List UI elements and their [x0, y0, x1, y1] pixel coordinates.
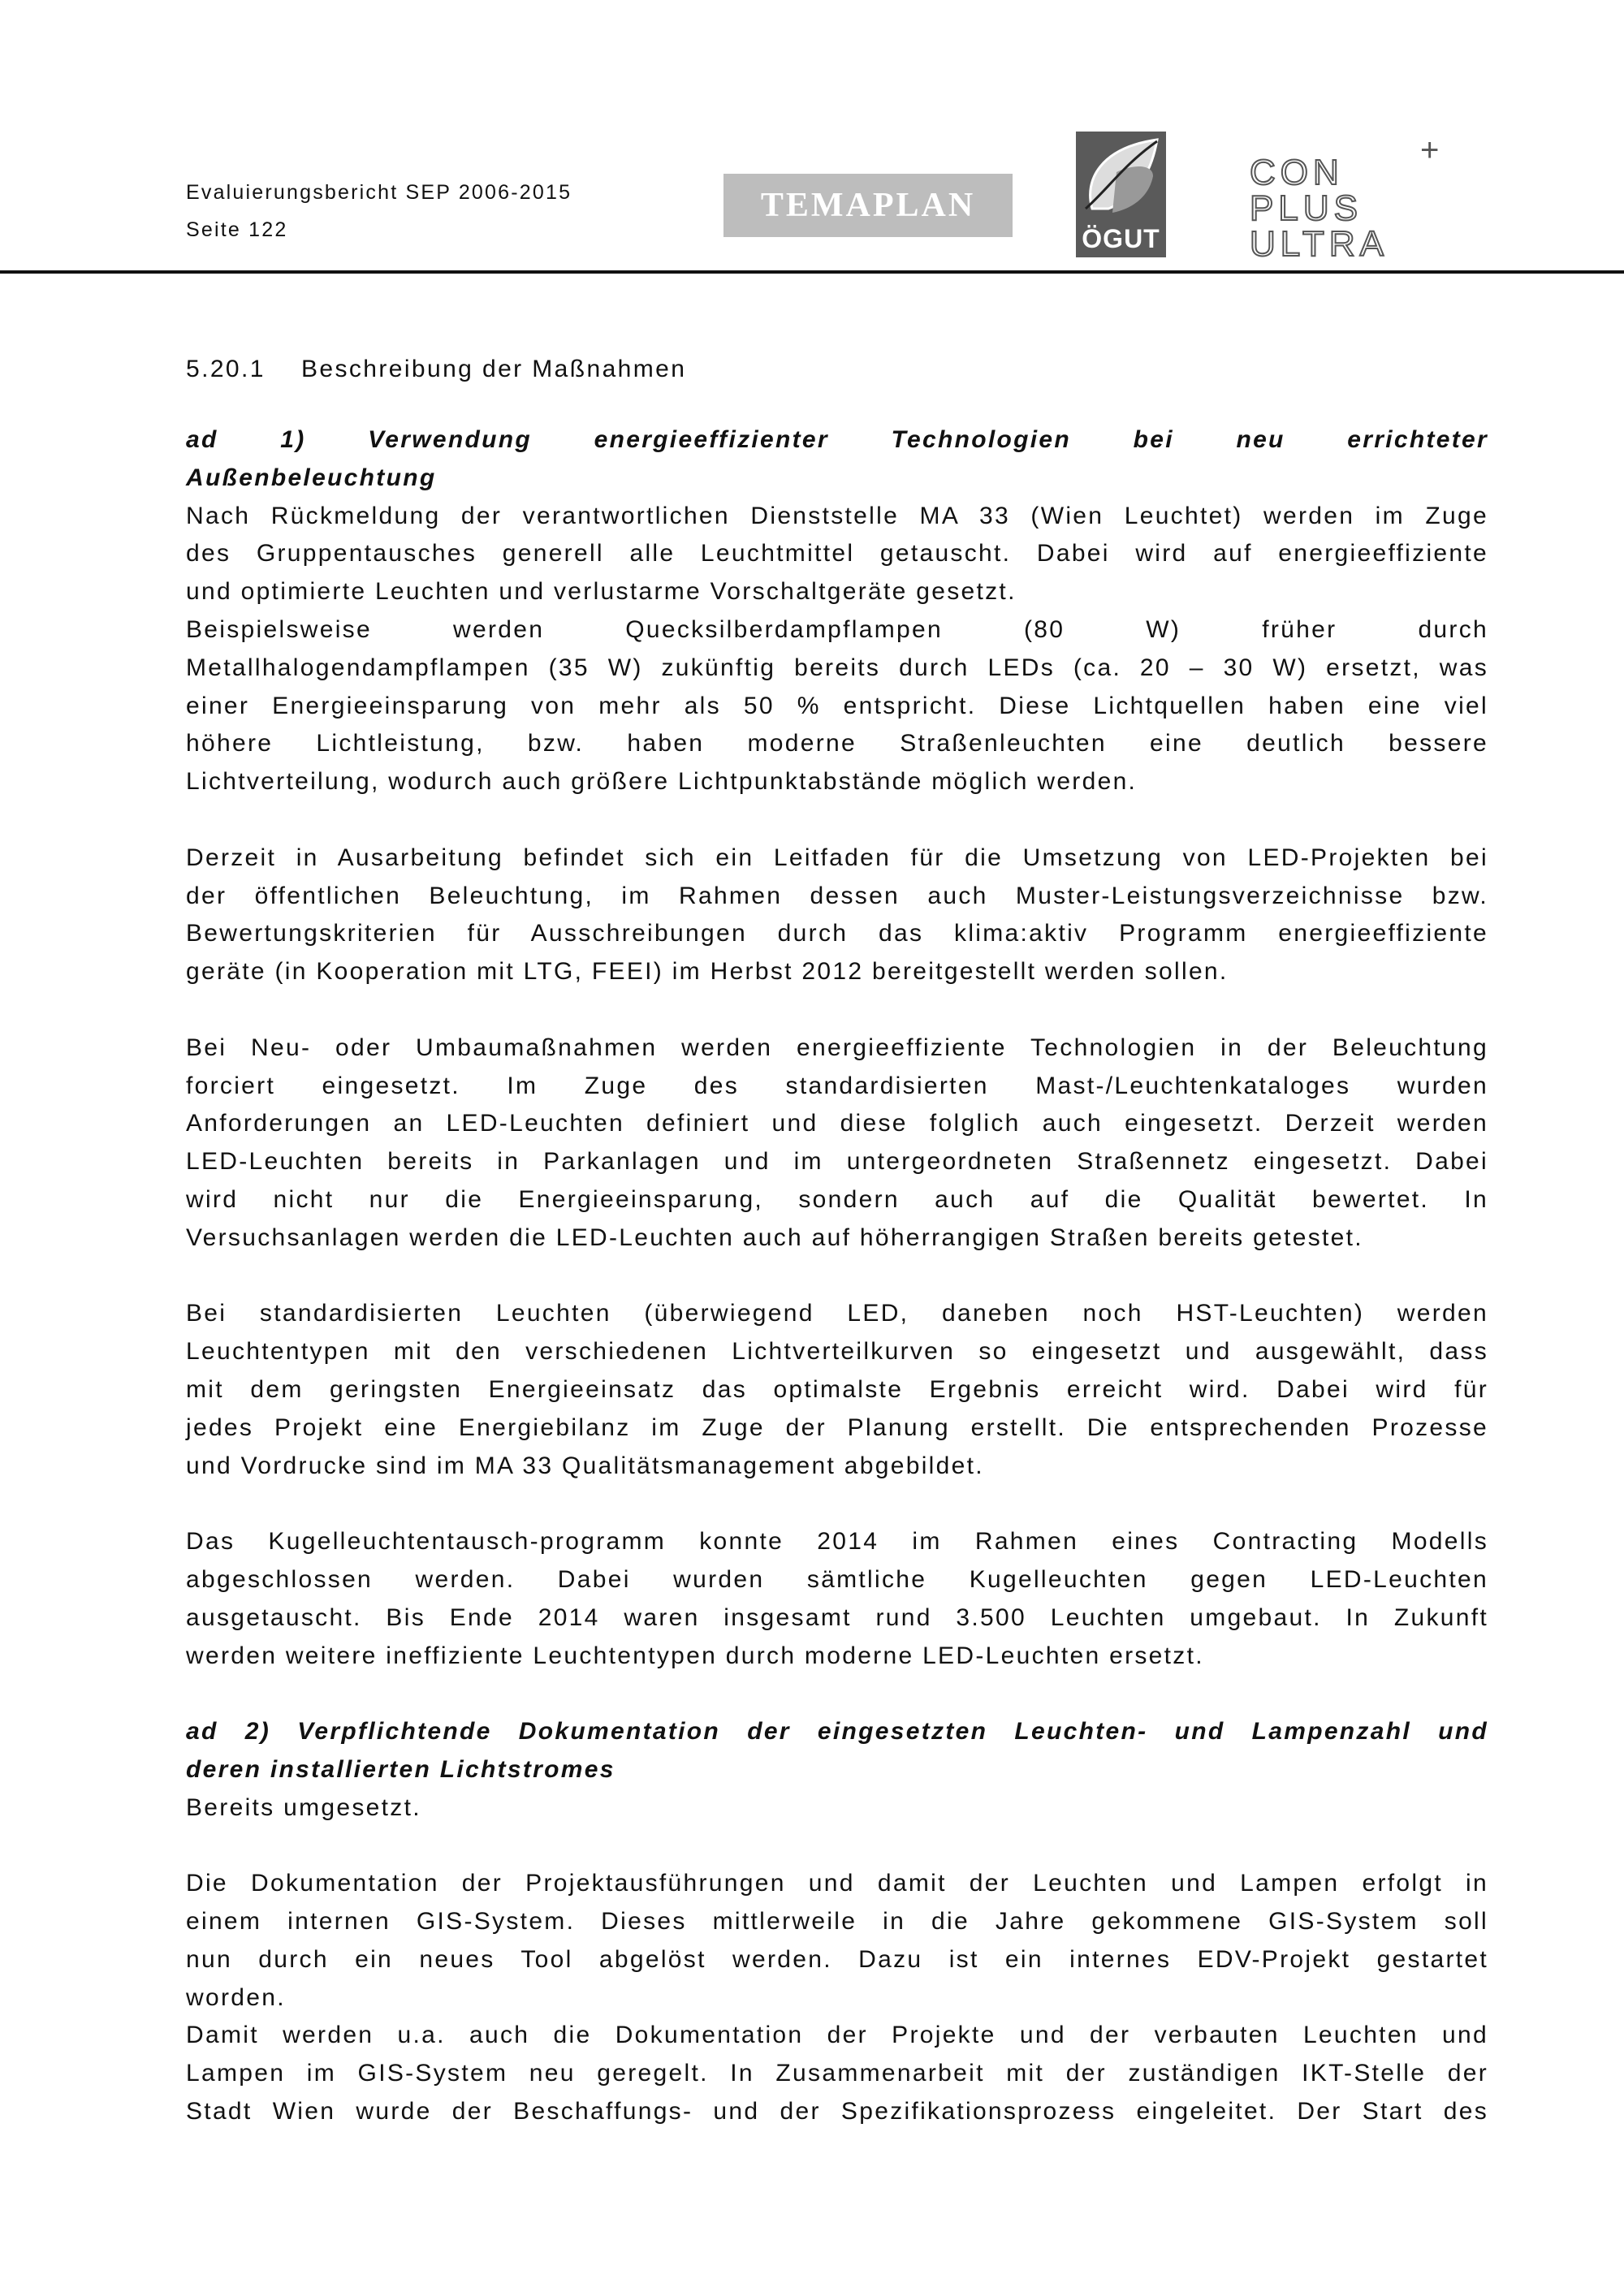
text-line: der öffentlichen Beleuchtung, im Rahmen dessen auch Muster-Leistungsverzeichnisse bzw.	[186, 882, 1488, 909]
text-line: nun durch ein neues Tool abgelöst werden. Dazu ist ein internes EDV-Projekt gestartet	[186, 1945, 1488, 1973]
paragraph	[186, 839, 1488, 991]
text-line: Bei standardisierten Leuchten (überwiegend LED, daneben noch HST-Leuchten) werden	[186, 1300, 1488, 1327]
paragraph-spacer	[186, 801, 1488, 839]
con-plus-ultra-logo	[1250, 132, 1453, 264]
text-line: Lampen im GIS-System neu geregelt. In Zusammenarbeit mit der zuständigen IKT-Stelle der	[186, 2060, 1488, 2087]
subheading	[186, 1713, 1488, 1789]
text-line: ausgetauscht. Bis Ende 2014 waren insgesamt rund 3.500 Leuchten umgebaut. In Zukunft	[186, 1603, 1488, 1631]
paragraph	[186, 611, 1488, 801]
text-line: worden.	[186, 1983, 286, 2011]
logo-text-ultra: ULTRA	[1250, 224, 1389, 264]
text-line: Lichtverteilung, wodurch auch größere Lichtpunktabstände möglich werden.	[186, 768, 1138, 796]
text-line: des Gruppentausches generell alle Leuchtmittel getauscht. Dabei wird auf energieeffiziente	[186, 540, 1488, 568]
temaplan-logo-text: TEMAPLAN	[760, 187, 976, 224]
text-line: Bei Neu- oder Umbaumaßnahmen werden energieeffiziente Technologien in der Beleuchtung	[186, 1034, 1488, 1061]
text-line: Nach Rückmeldung der verantwortlichen Dienststelle MA 33 (Wien Leuchtet) werden im Zuge	[186, 502, 1488, 529]
leaf-icon	[1076, 132, 1166, 221]
oegut-logo-text: ÖGUT	[1082, 224, 1160, 253]
paragraph-spacer	[186, 991, 1488, 1029]
paragraph	[186, 1523, 1488, 1675]
text-line: Stadt Wien wurde der Beschaffungs- und der Spezifikationsprozess eingeleitet. Der Start des	[186, 2098, 1488, 2126]
section-number: 5.20.1	[186, 356, 266, 382]
text-line: Die Dokumentation der Projektausführungen und damit der Leuchten und Lampen erfolgt in	[186, 1870, 1488, 1897]
text-line: geräte (in Kooperation mit LTG, FEEI) im Herbst 2012 bereitgestellt werden sollen.	[186, 958, 1229, 986]
text-line: deren installierten Lichtstromes	[186, 1755, 615, 1783]
paragraph	[186, 1865, 1488, 2017]
page-number: Seite 122	[186, 218, 288, 241]
paragraph	[186, 2017, 1488, 2130]
text-line: und Vordrucke sind im MA 33 Qualitätsmanagement abgebildet.	[186, 1452, 984, 1479]
text-line: Damit werden u.a. auch die Dokumentation der Projekte und der verbauten Leuchten und	[186, 2022, 1488, 2049]
paragraph-spacer	[186, 1258, 1488, 1296]
text-line: Derzeit in Ausarbeitung befindet sich ein Leitfaden für die Umsetzung von LED-Projekten bei	[186, 844, 1488, 871]
text-line: Beispielsweise werden Quecksilberdampflampen (80 W) früher durch	[186, 615, 1488, 643]
text-line: forciert eingesetzt. Im Zuge des standardisierten Mast-/Leuchtenkataloges wurden	[186, 1072, 1488, 1099]
text-line: einer Energieeinsparung von mehr als 50 % entspricht. Diese Lichtquellen haben eine viel	[186, 692, 1488, 719]
report-title: Evaluierungsbericht SEP 2006-2015	[186, 181, 572, 204]
paragraph	[186, 1029, 1488, 1258]
text-line: abgeschlossen werden. Dabei wurden sämtliche Kugelleuchten gegen LED-Leuchten	[186, 1565, 1488, 1593]
text-line: mit dem geringsten Energieeinsatz das optimalste Ergebnis erreicht wird. Dabei wird für	[186, 1375, 1488, 1403]
text-line: Metallhalogendampflampen (35 W) zukünftig bereits durch LEDs (ca. 20 – 30 W) ersetzt, was	[186, 654, 1488, 681]
text-line: LED-Leuchten bereits in Parkanlagen und im untergeordneten Straßennetz eingesetzt. Dabei	[186, 1148, 1488, 1176]
text-line: einem internen GIS-System. Dieses mittlerweile in die Jahre gekommene GIS-System soll	[186, 1908, 1488, 1936]
paragraph	[186, 1789, 1488, 1828]
paragraph-spacer	[186, 1485, 1488, 1523]
paragraph	[186, 1295, 1488, 1485]
text-line: Versuchsanlagen werden die LED-Leuchten auch auf höherrangigen Straßen bereits getestet.	[186, 1224, 1363, 1251]
text-line: Bereits umgesetzt.	[186, 1793, 421, 1821]
text-line: Bewertungskriterien für Ausschreibungen durch das klima:aktiv Programm energieeffiziente	[186, 920, 1488, 947]
paragraph-spacer	[186, 1675, 1488, 1713]
paragraph	[186, 498, 1488, 611]
text-line: höhere Lichtleistung, bzw. haben moderne Straßenleuchten eine deutlich bessere	[186, 730, 1488, 757]
logo-text-plus: PLUS	[1250, 188, 1363, 228]
text-line: und optimierte Leuchten und verlustarme Vorschaltgeräte gesetzt.	[186, 578, 1017, 606]
oegut-logo	[1076, 132, 1166, 257]
text-line: Das Kugelleuchtentausch-programm konnte 2014 im Rahmen eines Contracting Modells	[186, 1528, 1488, 1556]
text-line: ad 2) Verpflichtende Dokumentation der eingesetzten Leuchten- und Lampenzahl und	[186, 1718, 1488, 1746]
text-line: jedes Projekt eine Energiebilanz im Zuge der Planung erstellt. Die entsprechenden Prozesse	[186, 1413, 1488, 1441]
section-heading	[186, 351, 686, 388]
text-line: Außenbeleuchtung	[186, 464, 437, 491]
text-line: Anforderungen an LED-Leuchten definiert und diese folglich auch eingesetzt. Derzeit werden	[186, 1110, 1488, 1137]
document-body	[186, 421, 1488, 2131]
logo-text-con: CON	[1250, 153, 1344, 192]
section-title: Beschreibung der Maßnahmen	[301, 356, 687, 382]
text-line: wird nicht nur die Energieeinsparung, sondern auch auf die Qualität bewertet. In	[186, 1185, 1488, 1213]
text-line: ad 1) Verwendung energieeffizienter Technologien bei neu errichteter	[186, 426, 1488, 453]
header-divider	[0, 270, 1624, 274]
subheading	[186, 421, 1488, 498]
temaplan-logo	[723, 174, 1013, 237]
text-line: werden weitere ineffiziente Leuchtentypen durch moderne LED-Leuchten ersetzt.	[186, 1642, 1204, 1669]
text-line: Leuchtentypen mit den verschiedenen Lichtverteilkurven so eingesetzt und ausgewählt, dass	[186, 1338, 1488, 1366]
paragraph-spacer	[186, 1827, 1488, 1865]
plus-icon: +	[1420, 132, 1440, 168]
